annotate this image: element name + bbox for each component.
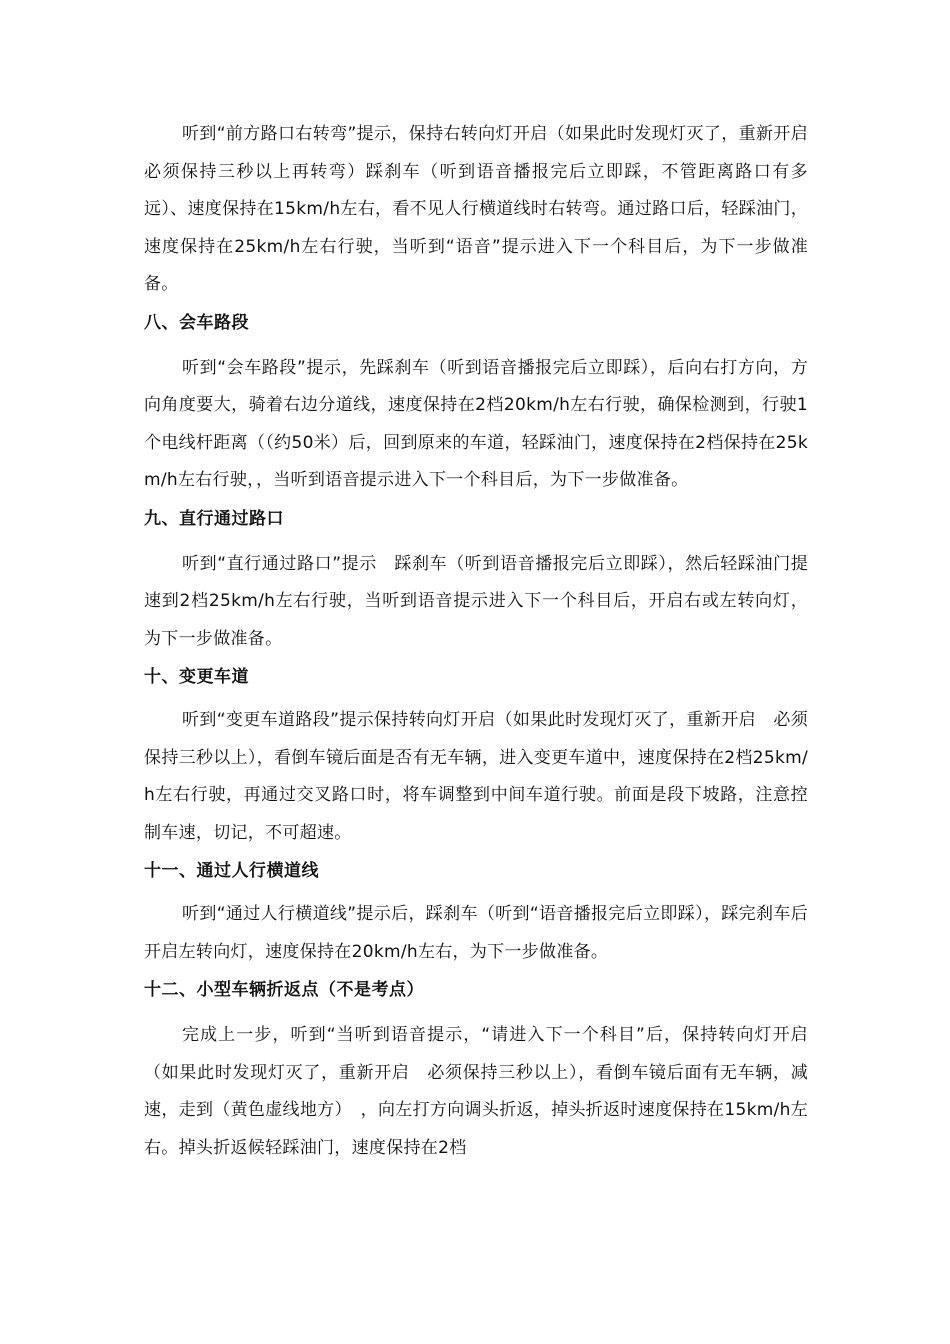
heading-turnaround-point: 十二、小型车辆折返点（不是考点） [144,980,424,1000]
paragraph-turnaround-point: 完成上一步，听到“当听到语音提示，“请进入下一个科目”后，保持转向灯开启（如果此时发现灯灭了，重新开启 必须保持三秒以上），看倒车镜后面有无车辆，减速，走到（黄色虚线地方） ，向左打方向调头折返，掉头折返时速度保持在15km/h左右。掉头折返候轻踩油门，速度保持在2档 [144,1025,808,1158]
paragraph-meeting-section: 听到“会车路段”提示，先踩刹车（听到语音播报完后立即踩），后向右打方向，方向角度要大，骑着右边分道线，速度保持在2档20km/h左右行驶，确保检测到，行驶1个电线杆距离（（约50米）后，回到原来的车道，轻踩油门，速度保持在2档保持在25km/h左右行驶，，当听到语音提示进入下一个科目后，为下一步做准备。 [144,357,808,490]
paragraph-change-lane: 听到“变更车道路段”提示保持转向灯开启（如果此时发现灯灭了，重新开启 必须保持三秒以上），看倒车镜后面是否有无车辆，进入变更车道中，速度保持在2档25km/h左右行驶，再通过交叉路口时，将车调整到中间车道行驶。前面是段下坡路，注意控制车速，切记，不可超速。 [144,710,808,843]
paragraph-right-turn: 听到“前方路口右转弯”提示，保持右转向灯开启（如果此时发现灯灭了，重新开启 必须保持三秒以上再转弯）踩刹车（听到语音播报完后立即踩，不管距离路口有多远）、速度保持在15km/h左右，看不见人行横道线时右转弯。通过路口后，轻踩油门，速度保持在25km/h左右行驶，当听到“语音”提示进入下一个科目后，为下一步做准备。 [144,124,826,294]
document-body [144,116,826,1167]
heading-meeting-section: 八、会车路段 [144,312,249,333]
paragraph-straight-through-intersection: 听到“直行通过路口”提示 踩刹车（听到语音播报完后立即踩），然后轻踩油门提速到2档25km/h左右行驶，当听到语音提示进入下一个科目后，开启右或左转向灯，为下一步做准备。 [144,553,808,649]
heading-crosswalk: 十一、通过人行横道线 [144,861,319,881]
heading-straight-through-intersection: 九、直行通过路口 [144,508,284,529]
paragraph-crosswalk: 听到“通过人行横道线”提示后，踩刹车（听到“语音播报完后立即踩），踩完刹车后开启左转向灯，速度保持在20km/h左右，为下一步做准备。 [144,904,808,962]
heading-change-lane: 十、变更车道 [144,667,249,687]
